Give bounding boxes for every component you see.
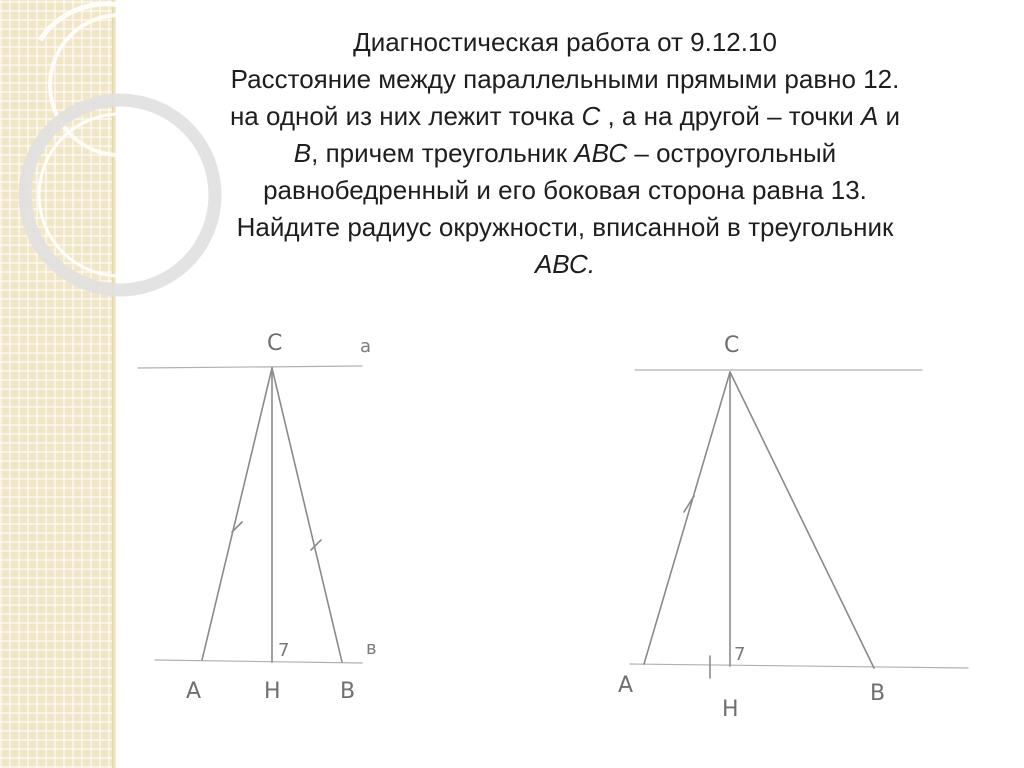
- problem-line-3: В, причем треугольник АВС – остроугольный: [293, 138, 837, 168]
- label-line-b: в: [366, 638, 377, 659]
- problem-line-1: Расстояние между параллельными прямыми равно 12.: [230, 64, 900, 94]
- side-ca: [644, 372, 730, 664]
- slide-heading: Диагностическая работа от 9.12.10: [353, 27, 777, 57]
- label-a: A: [618, 673, 634, 698]
- left-triangle-sketch: [130, 300, 410, 720]
- point-c-ref: С: [581, 101, 601, 131]
- triangle-ref: АВС: [574, 138, 628, 168]
- label-c: C: [724, 333, 740, 358]
- problem-line-4: равнобедренный и его боковая сторона равна 13.: [263, 175, 867, 205]
- right-triangle-sketch: [600, 300, 980, 730]
- problem-line-6: АВС.: [534, 249, 596, 279]
- problem-line-2: на одной из них лежит точка С , а на другой – точки А и: [229, 101, 901, 131]
- label-a: A: [186, 679, 202, 704]
- label-b: B: [340, 679, 356, 704]
- lower-parallel-line: [630, 664, 968, 668]
- label-h: H: [264, 679, 281, 704]
- line-b: [155, 660, 362, 663]
- label-b: B: [870, 681, 886, 706]
- side-cb: [272, 368, 342, 662]
- side-ca: [202, 368, 272, 660]
- problem-text: [150, 24, 980, 283]
- point-b-ref: В: [293, 138, 312, 168]
- right-angle-mark: 7: [278, 640, 290, 661]
- label-h: H: [722, 697, 739, 722]
- side-cb: [730, 372, 874, 668]
- label-c: C: [267, 331, 283, 356]
- point-a-ref: А: [860, 101, 879, 131]
- problem-line-5: Найдите радиус окружности, вписанной в треугольник: [236, 212, 894, 242]
- label-line-a: a: [360, 336, 372, 357]
- line-a: [138, 366, 362, 368]
- right-angle-mark: 7: [734, 644, 746, 665]
